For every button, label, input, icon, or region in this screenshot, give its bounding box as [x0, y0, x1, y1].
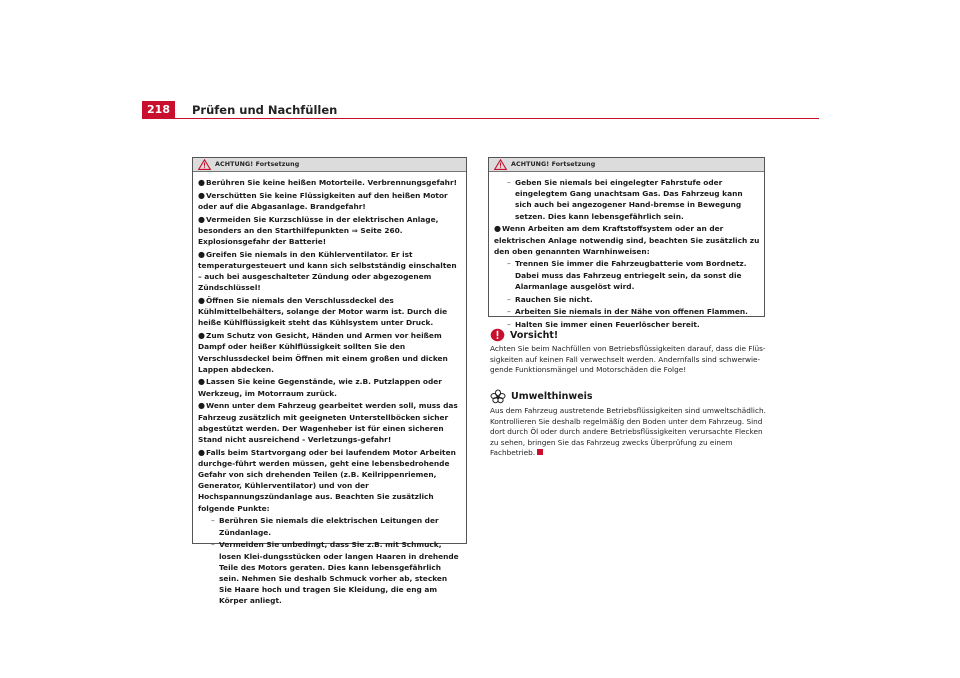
bullet-marker: ● [198, 331, 205, 341]
item-text: Halten Sie immer einen Feuerlöscher bereit. [515, 319, 700, 329]
item-text: Berühren Sie niemals die elektrischen Leitungen der Zündanlage. [219, 516, 439, 537]
item-text: Vermeiden Sie unbedingt, dass Sie z.B. mit Schmuck, losen Klei-dungsstücken oder langen Haaren in drehende Teile des Motors geraten. Dies kann lebensgefährlich sein. Nehmen Sie deshalb Schmuck vorher ab, stecken Sie Haare hoch und tragen Sie Kleidung, die eng am Körper anliegt. [219, 540, 459, 606]
bullet-marker: ● [198, 447, 205, 457]
bullet-marker: ● [198, 249, 205, 259]
dash-item [198, 539, 462, 606]
dash-item [494, 294, 760, 305]
bullet-item [494, 223, 760, 257]
page-number: 218 [142, 101, 175, 118]
dash-item [494, 306, 760, 317]
dash-marker: – [211, 540, 215, 550]
end-of-section-marker [537, 449, 543, 455]
item-text: Wenn Arbeiten am dem Kraftstoffsystem oder an der elektrischen Anlage notwendig sind, beachten Sie zusätzlich zu den oben genannten Warnhinweisen: [494, 224, 760, 256]
bullet-item [198, 177, 462, 188]
caution-title: Vorsicht! [510, 329, 559, 341]
item-text: Falls beim Startvorgang oder bei laufendem Motor Arbeiten durchge-führt werden müssen, geht eine lebensbedrohende Gefahr von sich drehenden Teilen (z.B. Keilrippenriemen, Generator, Kühlerventilator) und von der Hochspannungszündanlage aus. Beachten Sie zusätzlich folgende Punkte: [198, 447, 456, 513]
header-divider [142, 118, 819, 119]
bullet-marker: ● [198, 401, 205, 411]
warning-label: ACHTUNG! Fortsetzung [215, 161, 300, 168]
item-text: Berühren Sie keine heißen Motorteile. Verbrennungsgefahr! [206, 178, 457, 187]
bullet-item [198, 214, 462, 248]
warning-label: ACHTUNG! Fortsetzung [511, 161, 596, 168]
warning-header [489, 158, 764, 172]
dash-item [494, 177, 760, 222]
dash-marker: – [211, 516, 215, 526]
bullet-marker: ● [198, 296, 205, 306]
bullet-marker: ● [198, 190, 205, 200]
warning-triangle-icon [494, 159, 507, 170]
dash-marker: – [507, 259, 511, 269]
page-title: Prüfen und Nachfüllen [192, 103, 338, 117]
bullet-marker: ● [198, 214, 205, 224]
warning-box-left [192, 157, 467, 606]
dash-marker: – [507, 307, 511, 317]
bullet-item [198, 400, 462, 445]
bullet-item [198, 190, 462, 212]
item-text: Rauchen Sie nicht. [515, 294, 593, 304]
bullet-marker: ● [198, 377, 205, 387]
warning-triangle-icon [198, 159, 211, 170]
warning-box-right [488, 157, 765, 329]
bullet-item [198, 376, 462, 398]
dash-marker: – [507, 178, 511, 187]
dash-item [494, 258, 760, 292]
item-text: Zum Schutz von Gesicht, Händen und Armen vor heißem Dampf oder heißer Kühlflüssigkeit sollten Sie den Verschlussdeckel beim Öffnen mit einem großen und dicken Lappen abdecken. [198, 331, 448, 374]
item-text: Lassen Sie keine Gegenstände, wie z.B. Putzlappen oder Werkzeug, im Motorraum zurück. [198, 377, 442, 398]
caution-heading [490, 328, 558, 342]
bullet-item [198, 249, 462, 294]
bullet-item [198, 330, 462, 375]
environment-text-body: Aus dem Fahrzeug austretende Betriebsflüssigkeiten sind umweltschädlich. Kontrollieren Sie deshalb regelmäßig den Boden unter dem Fahrzeug. Sind dort durch Öl oder durch andere Betriebsflüssigkeiten verursachte Flecken zu sehen, bringen Sie das Fahrzeug zwecks Überprüfung zu einem Fachbetrieb. [490, 406, 766, 458]
bullet-marker: ● [494, 224, 501, 234]
bullet-item [198, 295, 462, 329]
item-text: Arbeiten Sie niemals in der Nähe von offenen Flammen. [515, 307, 748, 317]
environment-text [490, 406, 772, 459]
environment-title: Umwelthinweis [511, 391, 593, 402]
item-text: Greifen Sie niemals in den Kühlerventilator. Er ist temperaturgesteuert und kann sich selbstständig einschalten – auch bei ausgeschalteter Zündung oder abgezogenem Zündschlüssel! [198, 249, 457, 293]
warning-header [193, 158, 466, 172]
item-text: Vermeiden Sie Kurzschlüsse in der elektrischen Anlage, besonders an den Starthilfepunkten ⇒ Seite 260. Explosionsgefahr der Batterie! [198, 214, 439, 247]
warning-body [193, 172, 466, 607]
caution-text: Achten Sie beim Nachfüllen von Betriebsflüssigkeiten darauf, dass die Flüs-sigkeiten auf keinen Fall verwechselt werden. Andernfalls sind schwerwie-gende Funktionsmängel und Motorschäden die Folge! [490, 344, 766, 375]
environment-heading [490, 389, 593, 404]
warning-body [489, 172, 764, 330]
item-text: Trennen Sie immer die Fahrzeugbatterie vom Bordnetz. Dabei muss das Fahrzeug entriegelt sein, da sonst die Alarmanlage ausgelöst wird. [515, 259, 747, 291]
bullet-marker: ● [198, 178, 205, 187]
dash-marker: – [507, 319, 511, 329]
bullet-item [198, 447, 462, 514]
dash-marker: – [507, 294, 511, 304]
item-text: Geben Sie niemals bei eingelegter Fahrstufe oder eingelegtem Gang unachtsam Gas. Das Fahrzeug kann sich auch bei angezogener Hand-bremse in Bewegung setzen. Dies kann lebensgefährlich sein. [515, 178, 743, 221]
item-text: Öffnen Sie niemals den Verschlussdeckel des Kühlmittelbehälters, solange der Motor warm ist. Durch die heiße Kühlflüssigkeit steht das Kühlsystem unter Druck. [198, 296, 448, 328]
item-text: Verschütten Sie keine Flüssigkeiten auf den heißen Motor oder auf die Abgasanlage. Brandgefahr! [198, 190, 448, 211]
item-text: Wenn unter dem Fahrzeug gearbeitet werden soll, muss das Fahrzeug zusätzlich mit geeigneten Unterstellböcken sicher abgestützt werden. Der Wagenheber ist für einen sicheren Stand nicht ausreichend - Verletzungs-gefahr! [198, 401, 458, 444]
caution-exclamation-icon [490, 328, 505, 342]
flower-environment-icon [490, 389, 506, 404]
dash-item [198, 515, 462, 537]
